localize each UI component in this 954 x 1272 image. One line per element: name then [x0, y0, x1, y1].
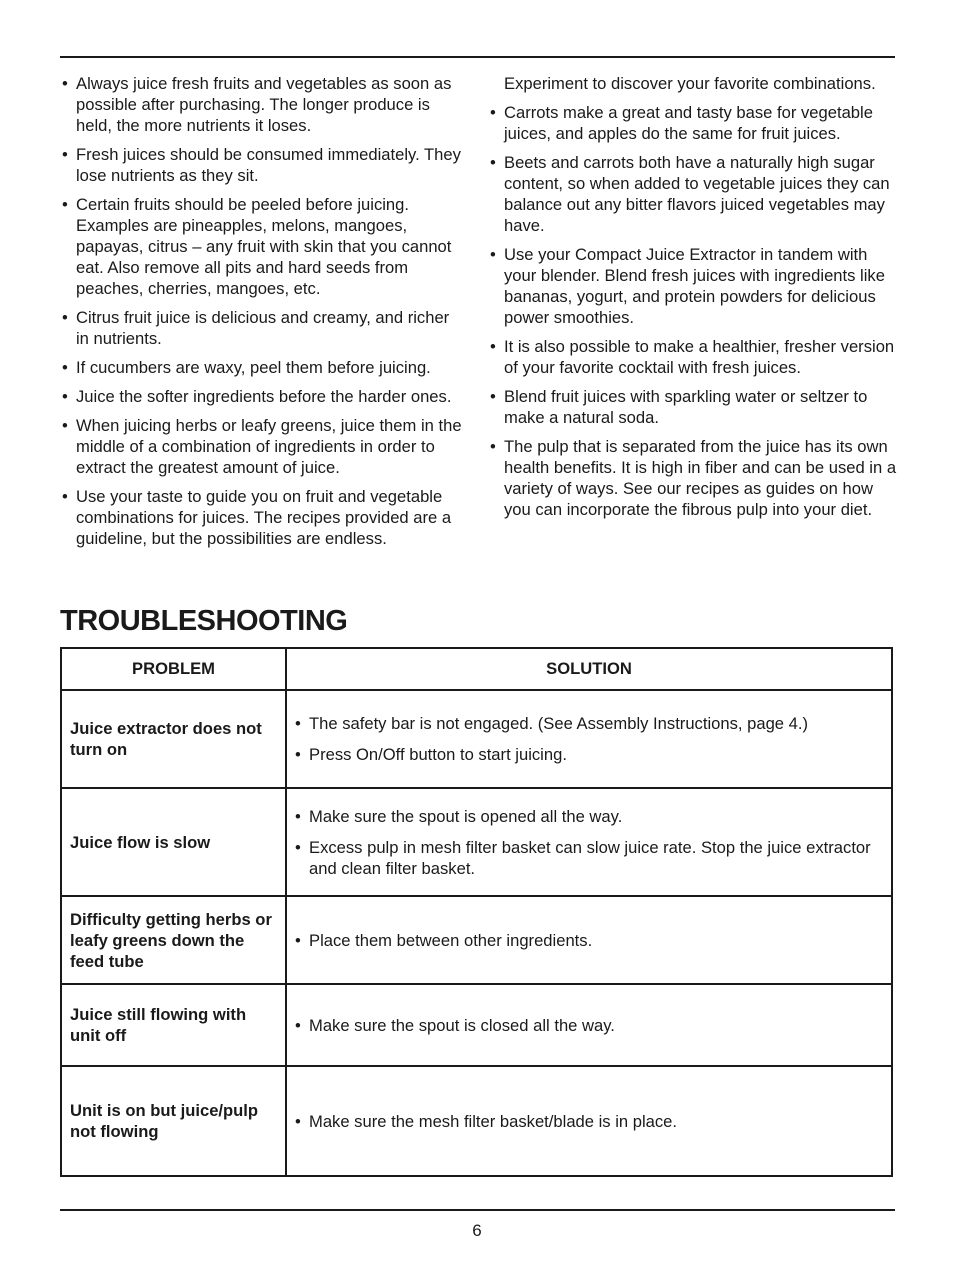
- bullet-icon: •: [62, 145, 68, 164]
- tip-item: • Juice the softer ingredients before the harder ones.: [62, 387, 452, 406]
- top-rule: [60, 56, 895, 58]
- table-header-row: [61, 648, 892, 690]
- bullet-icon: •: [490, 103, 496, 122]
- table-row: [61, 984, 892, 1066]
- problem-cell: Juice flow is slow: [61, 788, 286, 896]
- bullet-icon: •: [295, 1111, 301, 1131]
- bullet-icon: •: [295, 930, 301, 950]
- solution-cell: [286, 896, 892, 984]
- solution-item: • The safety bar is not engaged. (See Assembly Instructions, page 4.): [295, 714, 809, 733]
- problem-cell: Difficulty getting herbs or leafy greens down the feed tube: [61, 896, 286, 984]
- bullet-icon: •: [295, 745, 301, 764]
- bottom-rule: [60, 1209, 895, 1211]
- solution-cell: [286, 788, 892, 896]
- tip-item: • Blend fruit juices with sparkling water or seltzer to make a natural soda.: [490, 387, 868, 427]
- solution-item: • Place them between other ingredients.: [295, 930, 593, 950]
- table-row: [61, 896, 892, 984]
- bullet-icon: •: [490, 387, 496, 406]
- tip-item: • Certain fruits should be peeled before juicing. Examples are pineapples, melons, mangoes, papayas, citrus – any fruit with skin that you cannot eat. Also remove all pits and hard seeds from peaches, cherries, mangoes, etc.: [62, 195, 452, 298]
- tip-item: • Fresh juices should be consumed immediately. They lose nutrients as they sit.: [62, 145, 461, 185]
- header-solution: SOLUTION: [286, 648, 892, 690]
- bullet-icon: •: [62, 358, 68, 377]
- bullet-icon: •: [62, 416, 68, 435]
- bullet-icon: •: [295, 714, 301, 733]
- solution-item: • Make sure the spout is opened all the way.: [295, 806, 623, 826]
- problem-cell: Juice extractor does not turn on: [61, 690, 286, 788]
- table-row: [61, 690, 892, 788]
- bullet-icon: •: [62, 487, 68, 506]
- tip-item: • Citrus fruit juice is delicious and creamy, and richer in nutrients.: [62, 308, 450, 348]
- tip-item: • It is also possible to make a healthier, fresher version of your favorite cocktail with fresh juices.: [490, 337, 895, 377]
- troubleshooting-table: [60, 647, 893, 1177]
- page-number: 6: [472, 1221, 482, 1240]
- solution-cell: [286, 984, 892, 1066]
- tip-item: • Always juice fresh fruits and vegetables as soon as possible after purchasing. The longer produce is held, the more nutrients it loses.: [62, 74, 452, 135]
- problem-cell: Juice still flowing with unit off: [61, 984, 286, 1066]
- solution-cell: [286, 1066, 892, 1176]
- tip-item: • Use your Compact Juice Extractor in tandem with your blender. Blend fresh juices with ingredients like bananas, yogurt, and protein powders for delicious power smoothies.: [490, 245, 885, 327]
- table-row: [61, 788, 892, 896]
- tips-column-left: [62, 73, 466, 557]
- solution-item: • Press On/Off button to start juicing.: [295, 745, 567, 764]
- section-title: TROUBLESHOOTING: [60, 605, 348, 637]
- solution-item: • Make sure the mesh filter basket/blade is in place.: [295, 1111, 678, 1131]
- tip-item: • If cucumbers are waxy, peel them before juicing.: [62, 358, 431, 377]
- tip-item: • Carrots make a great and tasty base for vegetable juices, and apples do the same for fruit juices.: [490, 103, 873, 143]
- solution-item: • Make sure the spout is closed all the way.: [295, 1015, 615, 1035]
- bullet-icon: •: [490, 245, 496, 264]
- bullet-icon: •: [62, 308, 68, 327]
- table-row: [61, 1066, 892, 1176]
- bullet-icon: •: [295, 1015, 301, 1035]
- bullet-icon: •: [490, 437, 496, 456]
- bullet-icon: •: [490, 337, 496, 356]
- tip-item: • Use your taste to guide you on fruit and vegetable combinations for juices. The recipes provided are a guideline, but the possibilities are endless.: [62, 487, 452, 548]
- solution-cell: [286, 690, 892, 788]
- tips-column-right: [490, 73, 902, 528]
- header-problem: PROBLEM: [61, 648, 286, 690]
- bullet-icon: •: [62, 74, 68, 93]
- tip-item: • When juicing herbs or leafy greens, juice them in the middle of a combination of ingredients in order to extract the greatest amount of juice.: [62, 416, 462, 477]
- tip-continuation: Experiment to discover your favorite combinations.: [504, 74, 876, 93]
- bullet-icon: •: [62, 195, 68, 214]
- solution-item: • Excess pulp in mesh filter basket can slow juice rate. Stop the juice extractor and clean filter basket.: [295, 837, 871, 878]
- tip-item: • The pulp that is separated from the juice has its own health benefits. It is high in fiber and can be used in a variety of ways. See our recipes as guides on how you can incorporate the fibrous pulp into your diet.: [490, 437, 897, 519]
- bullet-icon: •: [295, 837, 301, 857]
- bullet-icon: •: [295, 806, 301, 826]
- bullet-icon: •: [62, 387, 68, 406]
- tip-item: • Beets and carrots both have a naturally high sugar content, so when added to vegetable juices they can balance out any bitter flavors juiced vegetables may have.: [490, 153, 890, 235]
- problem-cell: Unit is on but juice/pulp not flowing: [61, 1066, 286, 1176]
- bullet-icon: •: [490, 153, 496, 172]
